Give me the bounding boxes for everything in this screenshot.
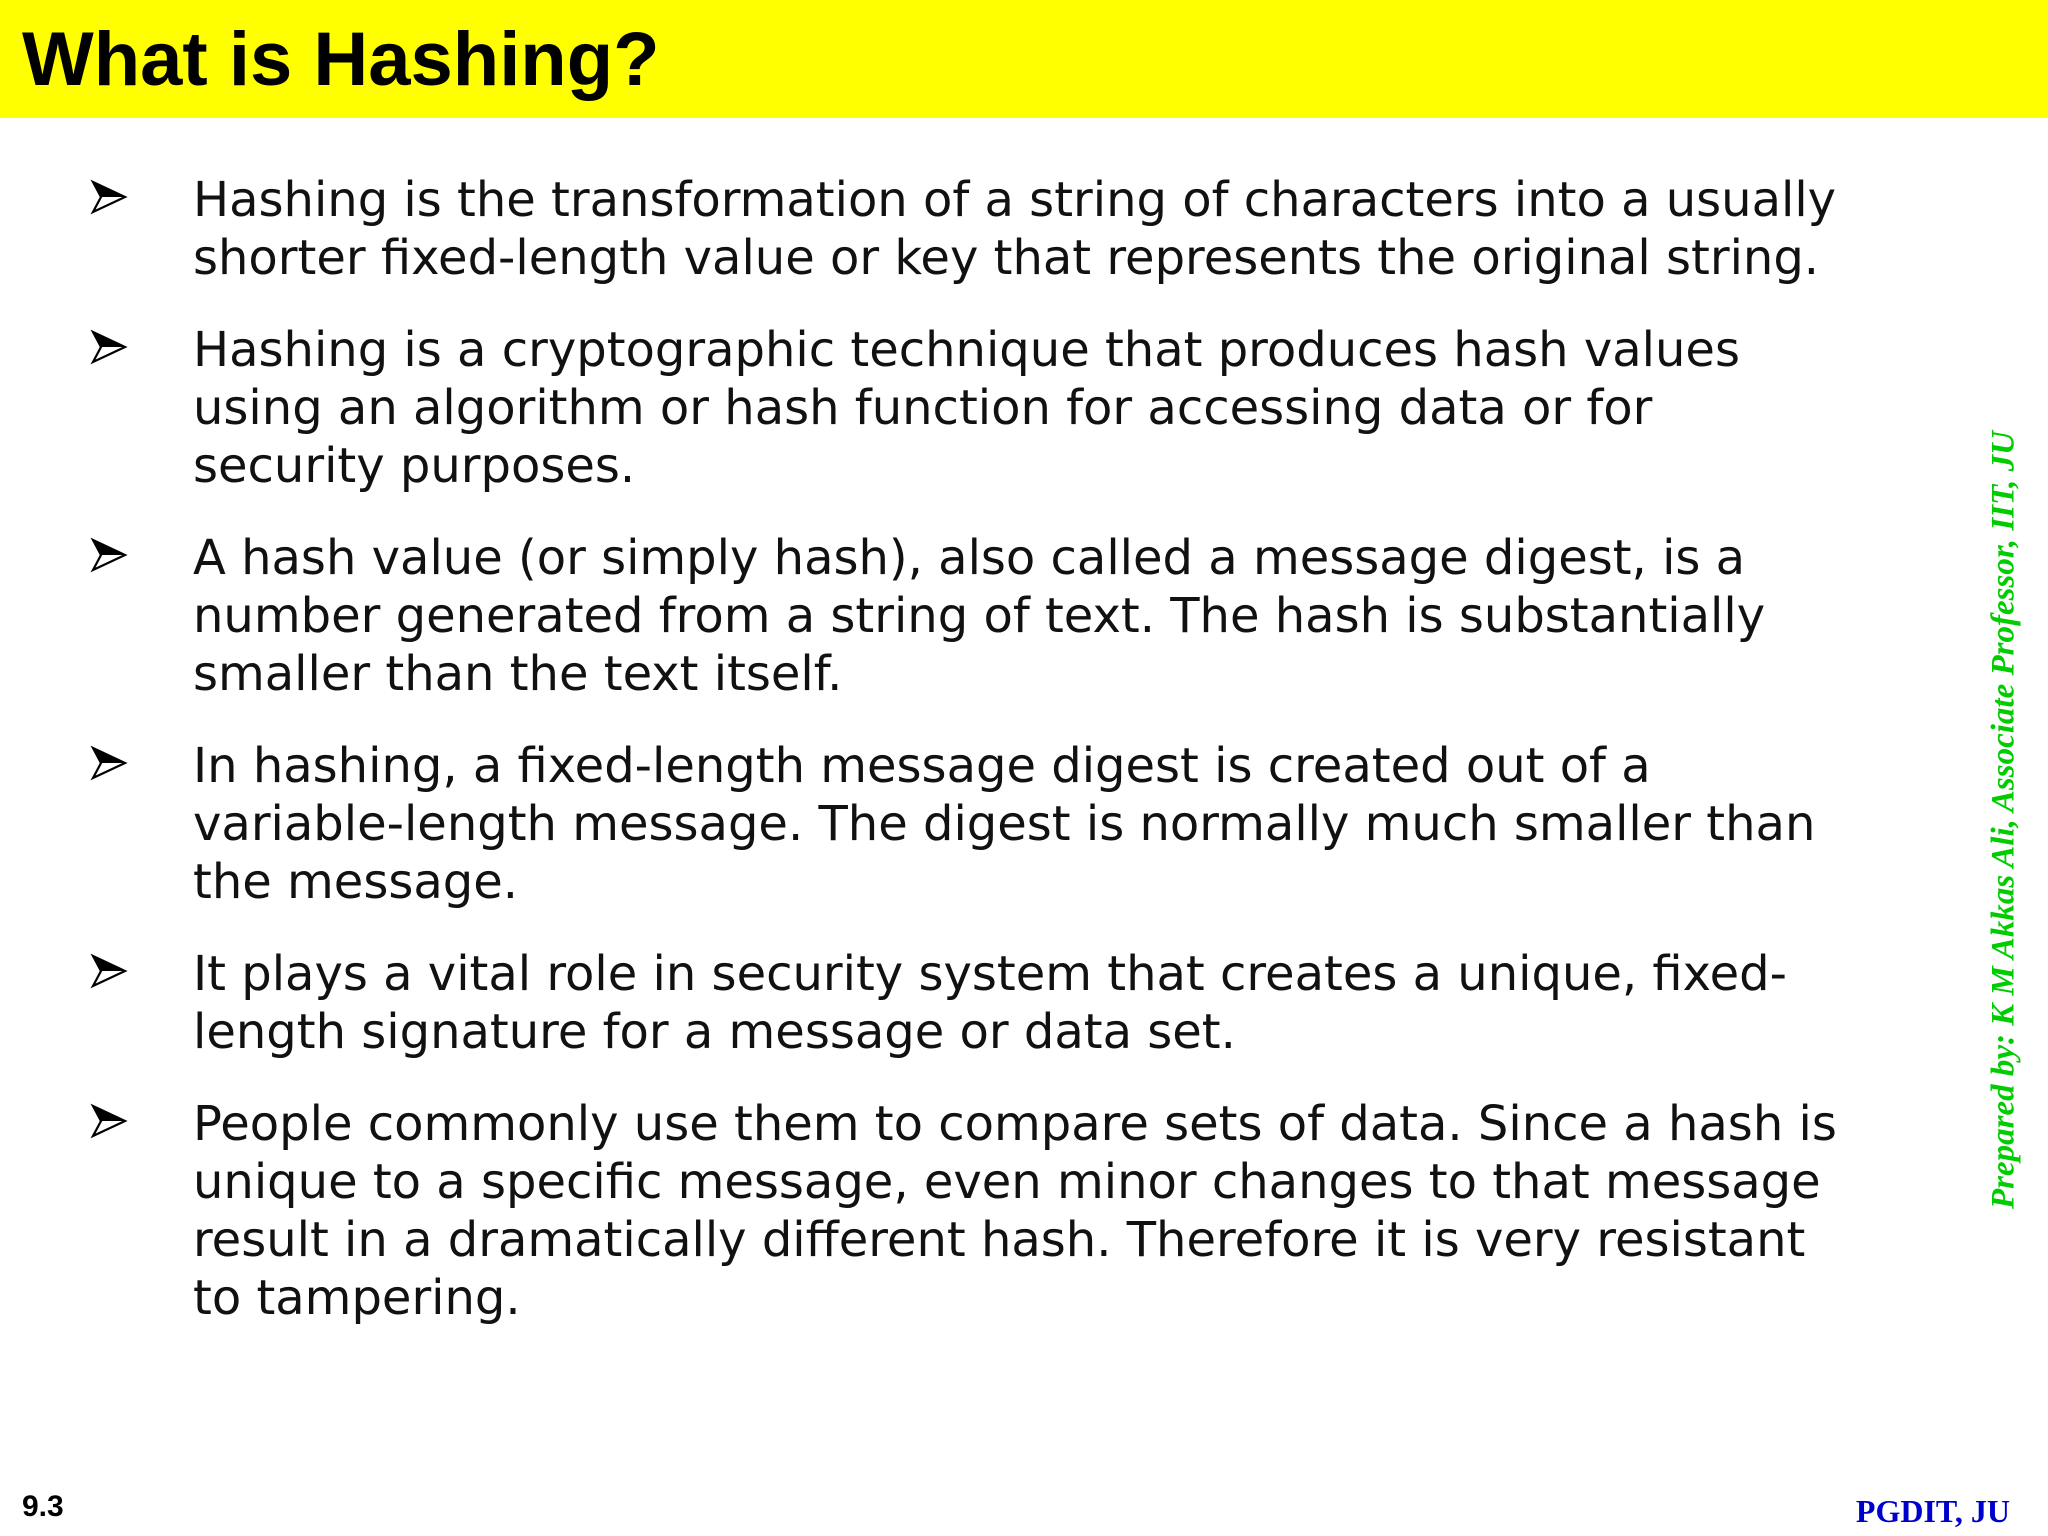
bullet-list bbox=[0, 171, 1880, 1361]
arrowhead-bullet-icon bbox=[90, 951, 130, 991]
bullet-item bbox=[0, 1095, 1853, 1327]
arrowhead-bullet-icon bbox=[90, 327, 130, 367]
title-bar bbox=[0, 0, 2048, 118]
slide-title: What is Hashing? bbox=[22, 17, 660, 102]
arrowhead-bullet-icon bbox=[90, 1101, 130, 1141]
bullet-item bbox=[0, 529, 1853, 703]
bullet-item bbox=[0, 171, 1853, 287]
bullet-item bbox=[0, 945, 1853, 1061]
bullet-text: Hashing is the transformation of a string of characters into a usually shorter fixed-length value or key that represents the original string. bbox=[193, 172, 1837, 286]
footer-label: PGDIT, JU bbox=[1855, 1493, 2010, 1529]
bullet-text: Hashing is a cryptographic technique that produces hash values using an algorithm or hash function for accessing data or for security purposes. bbox=[193, 322, 1740, 494]
author-credit: Prepared by: K M Akkas Ali, Associate Professor, IIT, JU bbox=[1985, 431, 2022, 1209]
arrowhead-bullet-icon bbox=[90, 743, 130, 783]
bullet-item bbox=[0, 737, 1853, 911]
bullet-text: It plays a vital role in security system that creates a unique, fixed-length signature for a message or data set. bbox=[193, 946, 1787, 1060]
bullet-text: A hash value (or simply hash), also called a message digest, is a number generated from a string of text. The hash is substantially smaller than the text itself. bbox=[193, 530, 1766, 702]
bullet-text: In hashing, a fixed-length message digest is created out of a variable-length message. The digest is normally much smaller than the message. bbox=[193, 738, 1816, 910]
bullet-text: People commonly use them to compare sets of data. Since a hash is unique to a specific message, even minor changes to that message result in a dramatically different hash. Therefore it is very resistant to tampering. bbox=[193, 1096, 1837, 1326]
arrowhead-bullet-icon bbox=[90, 177, 130, 217]
arrowhead-bullet-icon bbox=[90, 535, 130, 575]
bullet-item bbox=[0, 321, 1853, 495]
slide-number: 9.3 bbox=[22, 1490, 64, 1523]
